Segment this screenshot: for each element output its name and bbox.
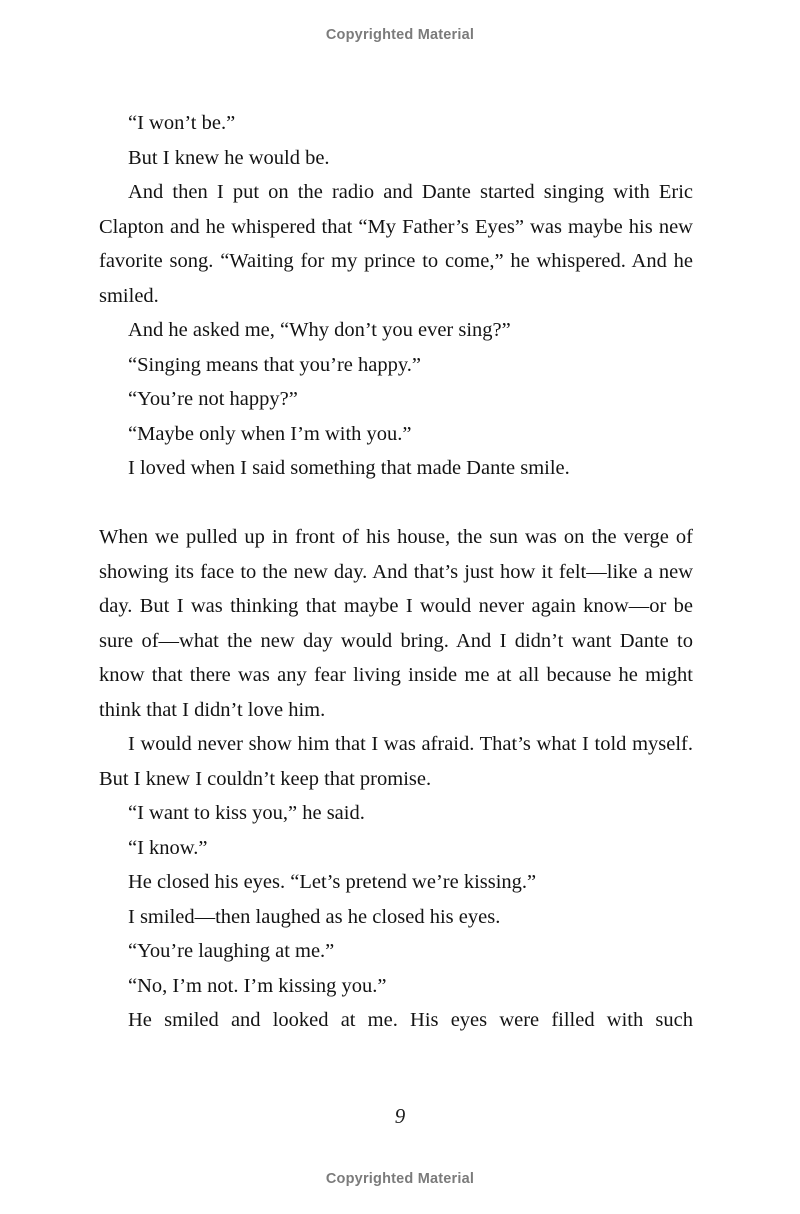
paragraph: I smiled—then laughed as he closed his eyes. <box>128 905 501 928</box>
paragraph: He closed his eyes. “Let’s pretend we’re kissing.” <box>128 871 537 893</box>
page-number: 9 <box>394 1104 406 1128</box>
paragraph: I loved when I said something that made Dante smile. <box>128 457 570 479</box>
paragraph: “You’re laughing at me.” <box>128 940 335 962</box>
paragraph: “I won’t be.” <box>128 112 236 134</box>
paragraph: He smiled and looked at me. His eyes were filled with such <box>128 1009 693 1031</box>
paragraph: “Maybe only when I’m with you.” <box>128 422 412 445</box>
paragraph: “I want to kiss you,” he said. <box>128 802 365 824</box>
copyright-notice-top: Copyrighted Material <box>325 27 475 43</box>
paragraph: “You’re not happy?” <box>128 388 298 410</box>
paragraph: I would never show him that I was afraid. That’s what I told myself. But I knew I couldn’t keep that promise. <box>99 733 693 790</box>
paragraph: “I know.” <box>128 836 208 859</box>
paragraph: “No, I’m not. I’m kissing you.” <box>128 974 387 997</box>
paragraph: And then I put on the radio and Dante started singing with Eric Clapton and he whispered that “My Father’s Eyes” was maybe his new favorite song. “Waiting for my prince to come,” he whispered. And he smiled. <box>99 181 693 307</box>
copyright-notice-bottom: Copyrighted Material <box>325 1171 475 1187</box>
paragraph: But I knew he would be. <box>128 146 330 169</box>
paragraph: And he asked me, “Why don’t you ever sing?” <box>128 319 511 341</box>
paragraph: “Singing means that you’re happy.” <box>128 353 421 376</box>
body-text <box>99 106 693 1038</box>
paragraph: When we pulled up in front of his house, the sun was on the verge of showing its face to the new day. And that’s just how it felt—like a new day. But I was thinking that maybe I would never again know—or be sure of—what the new day would bring. And I didn’t want Dante to know that there was any fear living inside me at all because he might think that I didn’t love him. <box>99 526 693 721</box>
